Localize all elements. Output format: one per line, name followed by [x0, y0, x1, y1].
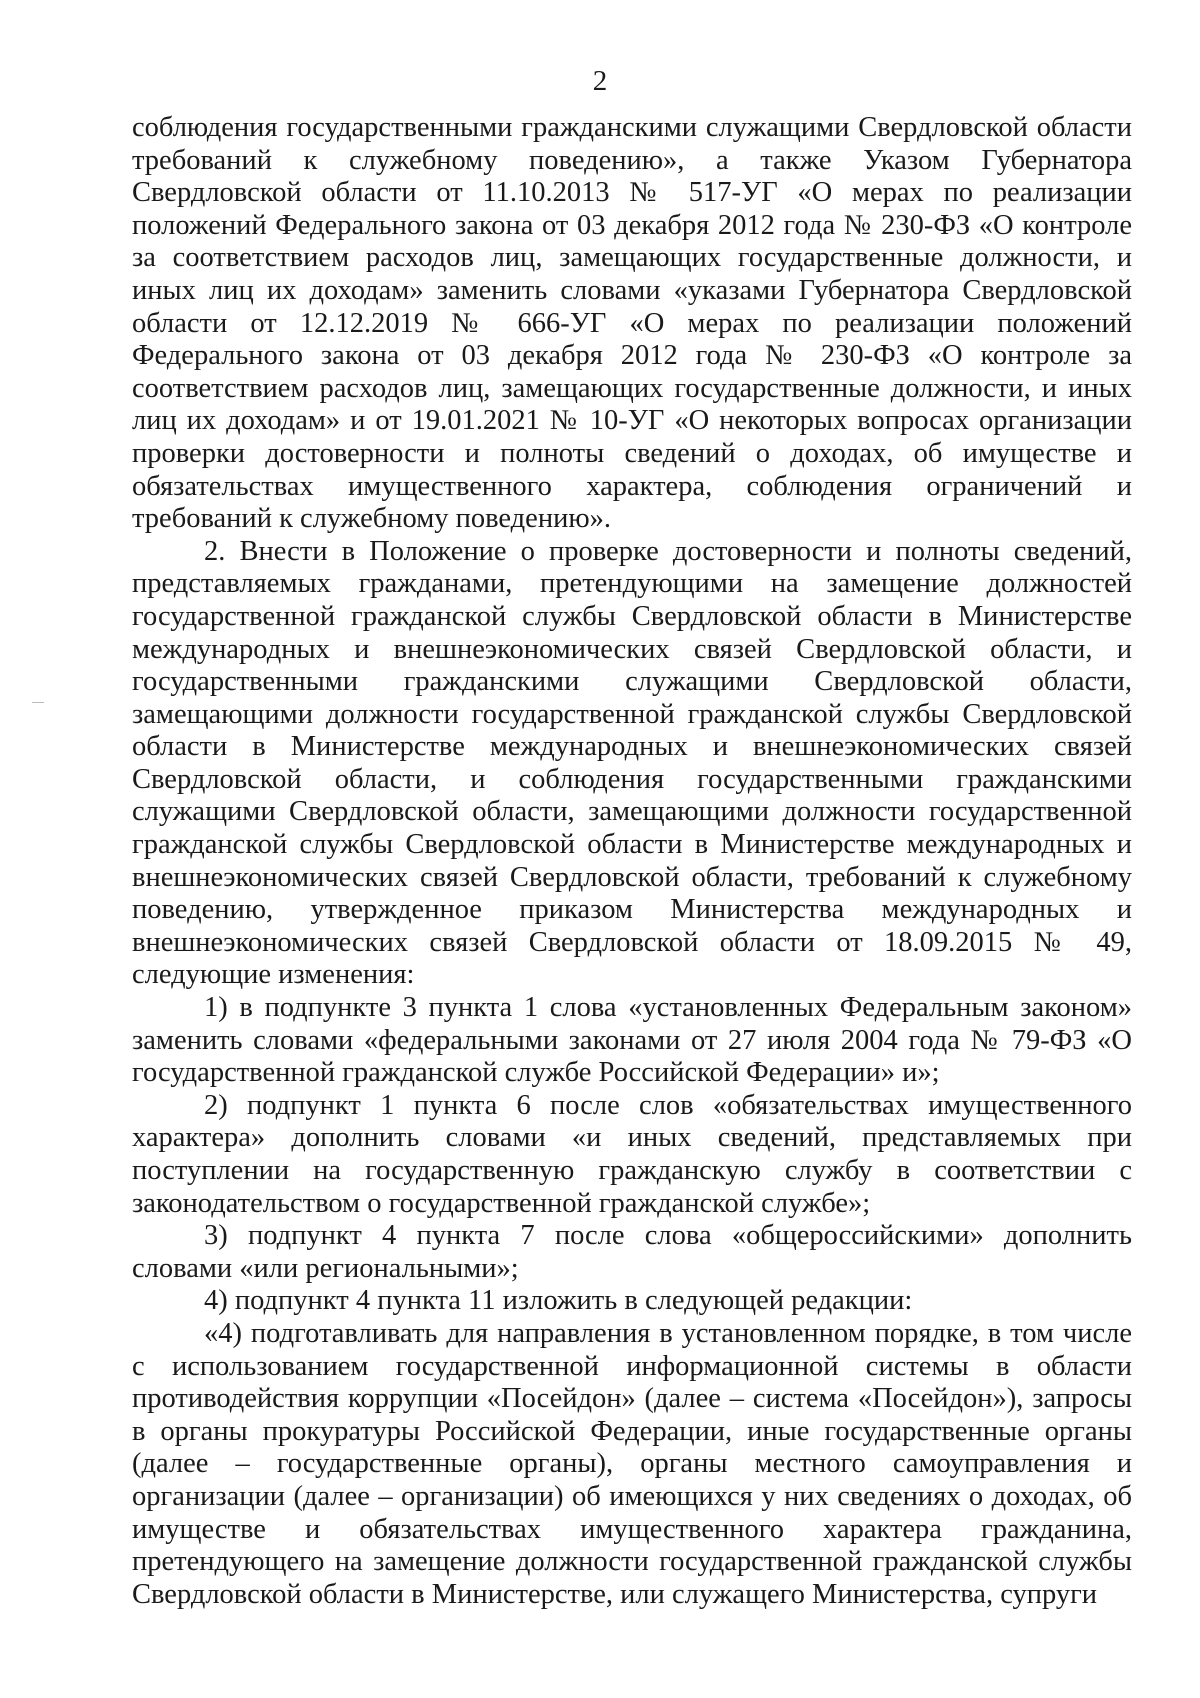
paragraph-subitem-1: 1) в подпункте 3 пункта 1 слова «установленных Федеральным законом» заменить словами «федеральными законами от 27 июля 2004 года № 79-ФЗ «О государственной гражданской службе Российской Федерации» и»;: [132, 992, 1132, 1089]
page-number: 2: [592, 65, 608, 97]
document-body: [132, 112, 1132, 1611]
paragraph-item-2: 2. Внести в Положение о проверке достоверности и полноты сведений, представляемых гражданами, претендующими на замещение должностей государственной гражданской службы Свердловской области в Министерстве международных и внешнеэкономических связей Свердловской области, и государственными гражданскими служащими Свердловской области, замещающими должности государственной гражданской службы Свердловской области в Министерстве международных и внешнеэкономических связей Свердловской области, и соблюдения государственными гражданскими служащими Свердловской области, замещающими должности государственной гражданской службы Свердловской области в Министерстве международных и внешнеэкономических связей Свердловской области, требований к служебному поведению, утвержденное приказом Министерства международных и внешнеэкономических связей Свердловской области от 18.09.2015 № 49, следующие изменения:: [132, 535, 1132, 991]
paragraph-new-wording: «4) подготавливать для направления в установленном порядке, в том числе с использованием государственной информационной системы в области противодействия коррупции «Посейдон» (далее – система «Посейдон»), запросы в органы прокуратуры Российской Федерации, иные государственные органы (далее – государственные органы), органы местного самоуправления и организации (далее – организации) об имеющихся у них сведениях о доходах, об имуществе и обязательствах имущественного характера гражданина, претендующего на замещение должности государственной гражданской службы Свердловской области в Министерстве, или служащего Министерства, супруги: [132, 1317, 1132, 1610]
paragraph-subitem-2: 2) подпункт 1 пункта 6 после слов «обязательствах имущественного характера» дополнить словами «и иных сведений, представляемых при поступлении на государственную гражданскую службу в соответствии с законодательством о государственной гражданской службе»;: [132, 1089, 1132, 1219]
paragraph-continuation: соблюдения государственными гражданскими служащими Свердловской области требований к служебному поведению», а также Указом Губернатора Свердловской области от 11.10.2013 № 517-УГ «О мерах по реализации положений Федерального закона от 03 декабря 2012 года № 230-ФЗ «О контроле за соответствием расходов лиц, замещающих государственные должности, и иных лиц их доходам» заменить словами «указами Губернатора Свердловской области от 12.12.2019 № 666-УГ «О мерах по реализации положений Федерального закона от 03 декабря 2012 года № 230-ФЗ «О контроле за соответствием расходов лиц, замещающих государственные должности, и иных лиц их доходам» и от 19.01.2021 № 10-УГ «О некоторых вопросах организации проверки достоверности и полноты сведений о доходах, об имуществе и обязательствах имущественного характера, соблюдения ограничений и требований к служебному поведению».: [132, 112, 1132, 535]
paragraph-subitem-3: 3) подпункт 4 пункта 7 после слова «общероссийскими» дополнить словами «или региональными»;: [132, 1220, 1132, 1284]
paragraph-subitem-4: 4) подпункт 4 пункта 11 изложить в следующей редакции:: [204, 1285, 913, 1317]
scan-margin-mark: [32, 702, 44, 703]
